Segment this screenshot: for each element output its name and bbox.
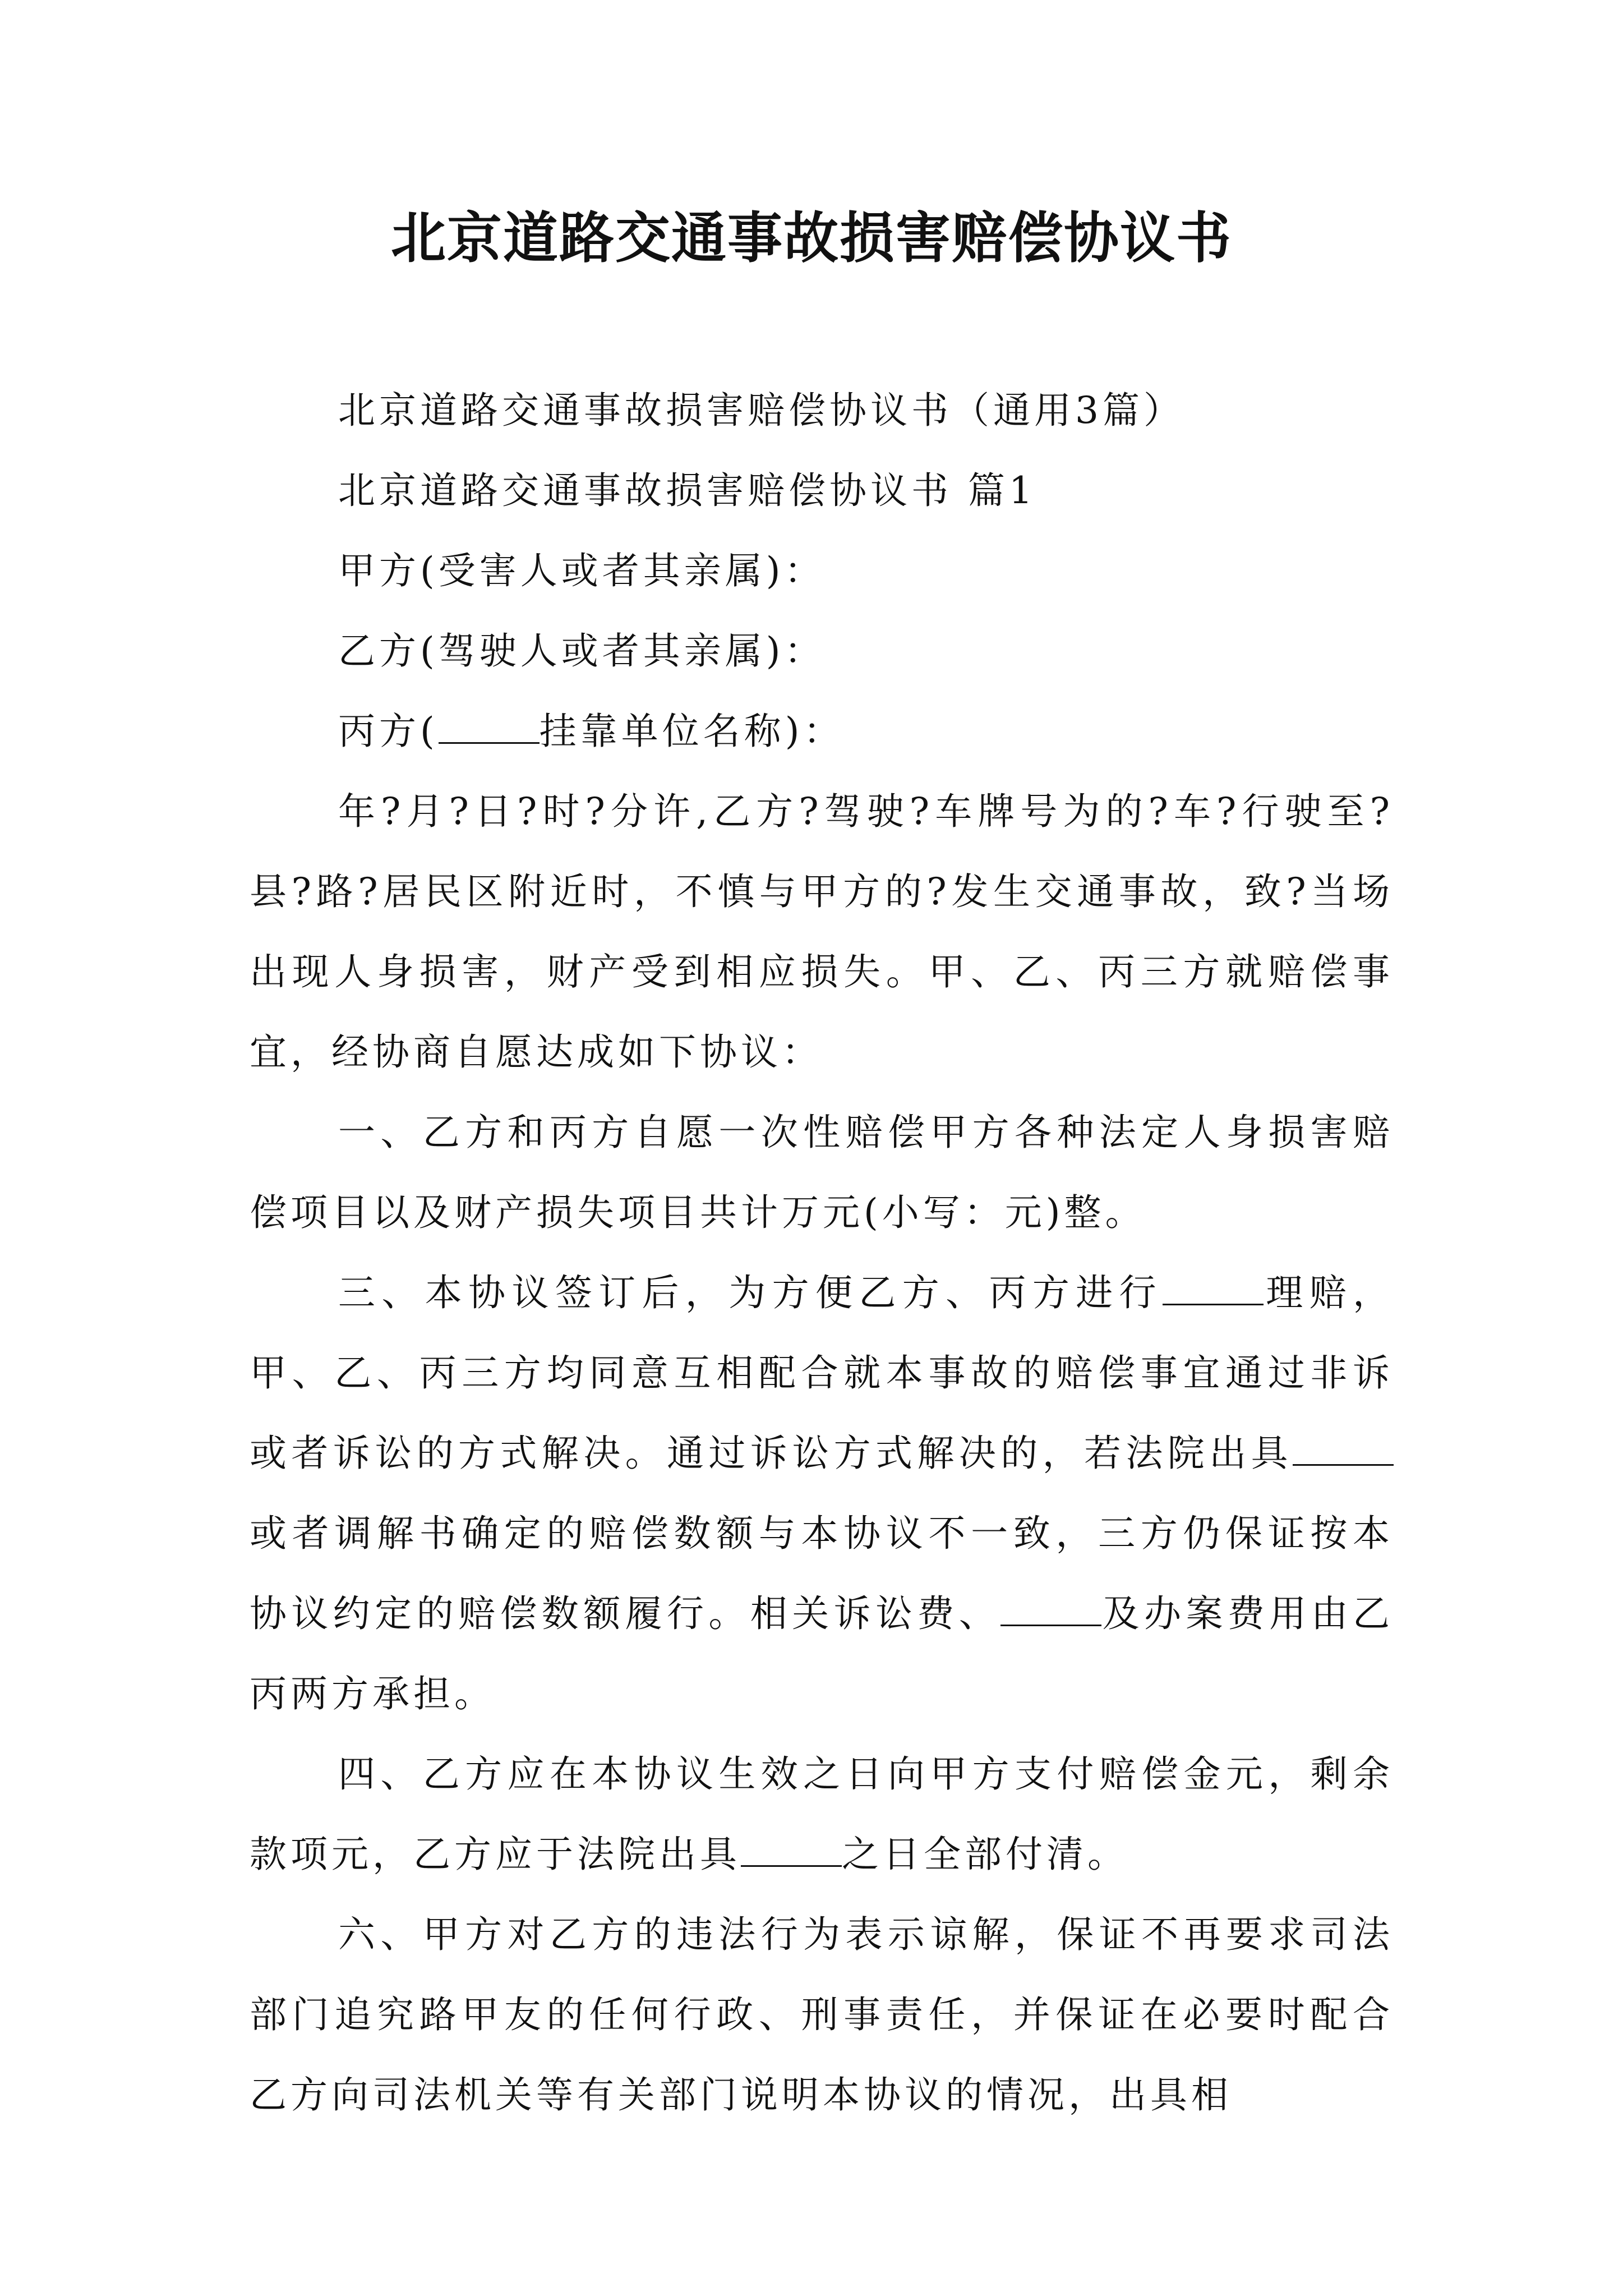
party-c-line	[250, 691, 1394, 771]
clause-6-paragraph: 六、甲方对乙方的违法行为表示谅解，保证不再要求司法部门追究路甲友的任何行政、刑事责任，并保证在必要时配合乙方向司法机关等有关部门说明本协议的情况，出具相	[250, 1913, 1394, 2116]
clause-3-text: 三、本协议签订后，为方便乙方、丙方进行	[338, 1271, 1163, 1314]
clause-4-text-after: 之日全部付清。	[842, 1833, 1128, 1876]
clause-3-text-mid2: 或者调解书确定的赔偿数额与本协议不一致，三方仍保证按本协议约定的赔偿数额履行。相关诉讼费、	[250, 1512, 1394, 1635]
clause-4-paragraph	[250, 1734, 1394, 1894]
fill-in-blank	[439, 707, 540, 744]
clause-3-text-mid1: 理赔，甲、乙、丙三方均同意互相配合就本事故的赔偿事宜通过非诉或者诉讼的方式解决。通过诉讼方式解决的，若法院出具	[250, 1271, 1394, 1475]
clause-3-text-after: 及办案费用由乙丙两方承担。	[250, 1592, 1394, 1715]
document-body	[250, 370, 1394, 2135]
fill-in-blank	[1293, 1429, 1394, 1466]
document-subtitle: 北京道路交通事故损害赔偿协议书（通用3篇）	[338, 389, 1184, 432]
party-c-text: 丙方(	[338, 710, 439, 753]
fill-in-blank	[1000, 1589, 1101, 1626]
accident-facts-paragraph: 年?月?日?时?分许,乙方?驾驶?车牌号为的?车?行驶至?县?路?居民区附近时，不慎与甲方的?发生交通事故，致?当场出现人身损害，财产受到相应损失。甲、乙、丙三方就赔偿事宜，经协商自愿达成如下协议：	[250, 790, 1394, 1074]
document-title: 北京道路交通事故损害赔偿协议书	[390, 206, 1232, 270]
party-b-line: 乙方(驾驶人或者其亲属)：	[338, 629, 826, 673]
party-a-line: 甲方(受害人或者其亲属)：	[338, 549, 826, 592]
party-c-text-after: 挂靠单位名称)：	[539, 710, 845, 753]
clause-3-paragraph	[250, 1253, 1394, 1734]
clause-1-paragraph: 一、乙方和丙方自愿一次性赔偿甲方各种法定人身损害赔偿项目以及财产损失项目共计万元(小写：元)整。	[250, 1111, 1394, 1234]
section-heading: 北京道路交通事故损害赔偿协议书 篇1	[338, 469, 1036, 512]
fill-in-blank	[741, 1830, 842, 1867]
fill-in-blank	[1163, 1268, 1264, 1305]
clause-4-text: 四、乙方应在本协议生效之日向甲方支付赔偿金元，剩余款项元，乙方应于法院出具	[250, 1752, 1394, 1876]
